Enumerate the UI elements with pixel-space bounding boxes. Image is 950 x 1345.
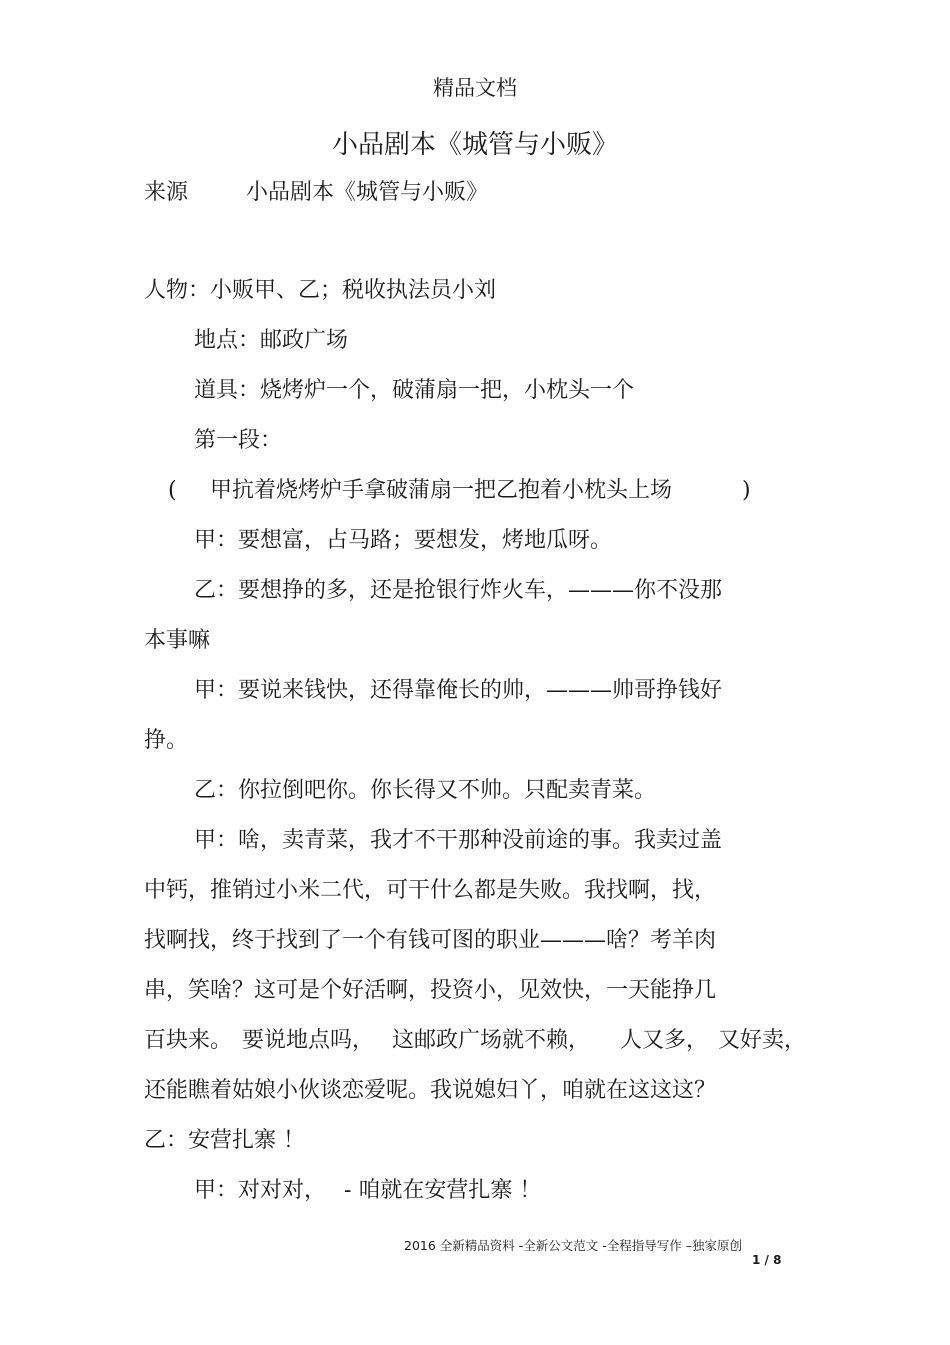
dialogue-line: 这邮政广场就不赖， xyxy=(392,1028,591,1053)
dialogue-line: - 咱就在安营扎寨 ！ xyxy=(344,1178,542,1203)
dialogue-line: 甲：要说来钱快，还得靠俺长的帅，———帅哥挣钱好 xyxy=(194,678,723,703)
stage-direction: 甲抗着烧烤炉手拿破蒲扇一把乙抱着小枕头上场 xyxy=(210,478,673,503)
dialogue-line: 乙：你拉倒吧你。你长得又不帅。只配卖青菜。 xyxy=(194,778,657,803)
dialogue-line: 本事嘛 xyxy=(144,628,211,653)
source-label: 来源 xyxy=(144,180,189,205)
page-header: 精品文档 xyxy=(433,76,517,100)
props-line: 道具：烧烤炉一个，破蒲扇一把，小枕头一个 xyxy=(194,378,635,403)
stage-direction-open-paren: ( xyxy=(168,478,177,503)
dialogue-line: 又好卖， xyxy=(718,1028,807,1053)
dialogue-line: 串，笑啥？这可是个好活啊，投资小，见效快，一天能挣几 xyxy=(144,978,717,1003)
dialogue-line: 找啊找，终于找到了一个有钱可图的职业———啥？考羊肉 xyxy=(144,928,717,953)
location-line: 地点：邮政广场 xyxy=(194,328,349,353)
dialogue-line: 甲：对对对， xyxy=(194,1178,327,1203)
dialogue-line: 要说地点吗， xyxy=(242,1028,375,1053)
dialogue-line: 乙：安营扎寨 ！ xyxy=(144,1128,305,1153)
dialogue-line: 乙：要想挣的多，还是抢银行炸火车，———你不没那 xyxy=(194,578,723,603)
characters-line: 人物：小贩甲、乙；税收执法员小刘 xyxy=(144,278,497,303)
stage-direction-close-paren: ) xyxy=(742,478,751,503)
dialogue-line: 人又多， xyxy=(620,1028,709,1053)
dialogue-line: 甲：要想富，占马路；要想发，烤地瓜呀。 xyxy=(194,528,613,553)
dialogue-line: 中钙，推销过小米二代，可干什么都是失败。我找啊，找， xyxy=(144,878,717,903)
dialogue-line: 甲：啥，卖青菜，我才不干那种没前途的事。我卖过盖 xyxy=(194,828,723,853)
footer-text: 2016 全新精品资料 -全新公文范文 -全程指导写作 –独家原创 xyxy=(404,1238,742,1253)
page-number: 1 / 8 xyxy=(752,1253,782,1267)
document-title: 小品剧本《城管与小贩》 xyxy=(331,130,618,160)
section-heading: 第一段： xyxy=(194,428,283,453)
source-value: 小品剧本《城管与小贩》 xyxy=(246,180,489,205)
dialogue-line: 还能瞧着姑娘小伙谈恋爱呢。我说媳妇丫，咱就在这这这？ xyxy=(144,1078,717,1103)
dialogue-line: 挣。 xyxy=(144,728,189,753)
dialogue-line: 百块来。 xyxy=(144,1028,233,1053)
